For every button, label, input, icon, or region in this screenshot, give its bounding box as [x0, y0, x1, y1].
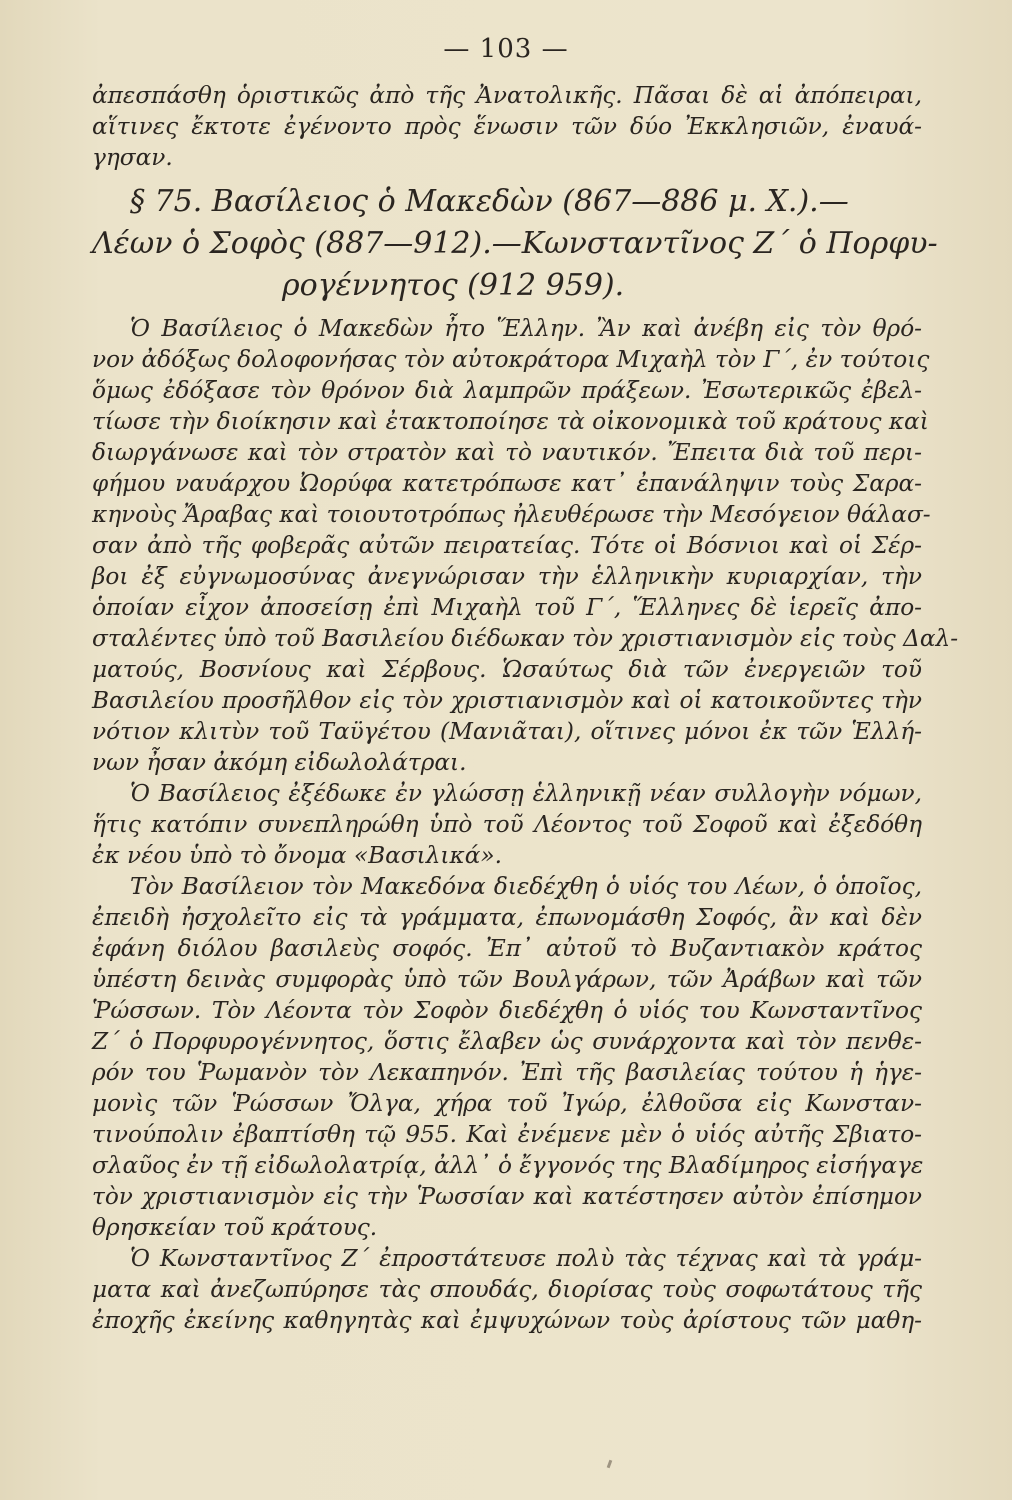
text-line: Ὁ Βασίλειος ἐξέδωκε ἐν γλώσσῃ ἑλληνικῇ νέαν συλλογὴν νόμων, — [130, 780, 922, 807]
text-line: ὁποίαν εἶχον ἀποσείσῃ ἐπὶ Μιχαὴλ τοῦ Γ΄, Ἕλληνες δὲ ἱερεῖς ἀπο- — [92, 594, 922, 621]
text-line: θρησκείαν τοῦ κράτους. — [92, 1214, 378, 1241]
text-line: ἀπεσπάσθη ὁριστικῶς ἀπὸ τῆς Ἀνατολικῆς. Πᾶσαι δὲ αἱ ἀπόπειραι, — [92, 82, 922, 109]
text-line: διωργάνωσε καὶ τὸν στρατὸν καὶ τὸ ναυτικόν. Ἔπειτα διὰ τοῦ περι- — [92, 439, 922, 466]
text-line: Ῥώσσων. Τὸν Λέοντα τὸν Σοφὸν διεδέχθη ὁ υἱός του Κωνσταντῖνος — [92, 997, 922, 1024]
text-line: ματα καὶ ἀνεζωπύρησε τὰς σπουδάς, διορίσας τοὺς σοφωτάτους τῆς — [92, 1276, 922, 1303]
paragraph-constantine — [92, 1243, 922, 1336]
text-line: σλαῦος ἐν τῇ εἰδωλολατρίᾳ, ἀλλ᾿ ὁ ἔγγονός της Βλαδίμηρος εἰσήγαγε — [92, 1152, 924, 1179]
text-line: τὸν χριστιανισμὸν εἰς τὴν Ῥωσσίαν καὶ κατέστησεν αὐτὸν ἐπίσημον — [92, 1183, 922, 1210]
text-line: ἐφάνη διόλου βασιλεὺς σοφός. Ἐπ᾿ αὐτοῦ τὸ Βυζαντιακὸν κράτος — [92, 935, 922, 962]
text-line: τίωσε τὴν διοίκησιν καὶ ἐτακτοποίησε τὰ οἰκονομικὰ τοῦ κράτους καὶ — [92, 408, 929, 435]
section-heading — [92, 181, 938, 307]
page-body — [92, 80, 959, 1336]
paragraph-basilika — [92, 778, 922, 871]
paragraph-basil — [92, 313, 959, 778]
text-line: σαν ἀπὸ τῆς φοβερᾶς αὐτῶν πειρατείας. Τότε οἱ Βόσνιοι καὶ οἱ Σέρ- — [92, 532, 922, 559]
text-line: νων ἦσαν ἀκόμη εἰδωλολάτραι. — [92, 749, 467, 776]
text-line: Τὸν Βασίλειον τὸν Μακεδόνα διεδέχθη ὁ υἱός του Λέων, ὁ ὁποῖος, — [130, 873, 922, 900]
text-line: φήμου ναυάρχου Ὠορύφα κατετρόπωσε κατ᾿ ἐπανάληψιν τοὺς Σαρα- — [92, 470, 922, 497]
text-line: Ὁ Βασίλειος ὁ Μακεδὼν ἦτο Ἕλλην. Ἂν καὶ ἀνέβη εἰς τὸν θρό- — [130, 315, 922, 342]
text-line: ὅμως ἐδόξασε τὸν θρόνον διὰ λαμπρῶν πράξεων. Ἐσωτερικῶς ἐβελ- — [92, 377, 922, 404]
ink-mark — [607, 1460, 613, 1469]
intro-paragraph — [92, 80, 922, 173]
text-line: βοι ἐξ εὐγνωμοσύνας ἀνεγνώρισαν τὴν ἑλληνικὴν κυριαρχίαν, τὴν — [92, 563, 922, 590]
text-line: κηνοὺς Ἄραβας καὶ τοιουτοτρόπως ἠλευθέρωσε τὴν Μεσόγειον θάλασ- — [92, 501, 931, 528]
text-line: Βασιλείου προσῆλθον εἰς τὸν χριστιανισμὸν καὶ οἱ κατοικοῦντες τὴν — [92, 687, 922, 714]
text-line: σταλέντες ὑπὸ τοῦ Βασιλείου διέδωκαν τὸν χριστιανισμὸν εἰς τοὺς Δαλ- — [92, 625, 959, 652]
text-line: αἵτινες ἔκτοτε ἐγένοντο πρὸς ἕνωσιν τῶν δύο Ἐκκλησιῶν, ἐναυά- — [92, 113, 922, 140]
text-line: ὑπέστη δεινὰς συμφορὰς ὑπὸ τῶν Βουλγάρων, τῶν Ἀράβων καὶ τῶν — [92, 966, 922, 993]
text-line: τινούπολιν ἐβαπτίσθη τῷ 955. Καὶ ἐνέμενε μὲν ὁ υἱός αὐτῆς Σβιατο- — [92, 1121, 922, 1148]
text-line: γησαν. — [92, 144, 173, 171]
text-line: νον ἀδόξως δολοφονήσας τὸν αὐτοκράτορα Μιχαὴλ τὸν Γ΄, ἐν τούτοις — [92, 346, 930, 373]
text-line: ρόν του Ῥωμανὸν τὸν Λεκαπηνόν. Ἐπὶ τῆς βασιλείας τούτου ἡ ἡγε- — [92, 1059, 922, 1086]
paragraph-leo — [92, 871, 922, 1243]
heading-line: Λέων ὁ Σοφὸς (887—912).—Κωνσταντῖνος Ζ΄ ὁ Πορφυ- — [92, 226, 938, 261]
text-line: μονὶς τῶν Ῥώσσων Ὄλγα, χήρα τοῦ Ἰγώρ, ἐλθοῦσα εἰς Κωνσταν- — [92, 1090, 922, 1117]
heading-line: § 75. Βασίλειος ὁ Μακεδὼν (867—886 μ. Χ.).— — [130, 184, 849, 219]
text-line: νότιον κλιτὺν τοῦ Ταϋγέτου (Μανιᾶται), οἵτινες μόνοι ἐκ τῶν Ἑλλή- — [92, 718, 922, 745]
text-line: ἐκ νέου ὑπὸ τὸ ὄνομα «Βασιλικά». — [92, 842, 502, 869]
heading-line: ρογέννητος (912 959). — [282, 268, 625, 303]
text-line: Ζ΄ ὁ Πορφυρογέννητος, ὅστις ἔλαβεν ὡς συνάρχοντα καὶ τὸν πενθε- — [92, 1028, 922, 1055]
text-line: Ὁ Κωνσταντῖνος Ζ΄ ἐπροστάτευσε πολὺ τὰς τέχνας καὶ τὰ γράμ- — [130, 1245, 922, 1272]
page-number: — 103 — — [443, 34, 569, 64]
text-line: ἐποχῆς ἐκείνης καθηγητὰς καὶ ἐμψυχώνων τοὺς ἀρίστους τῶν μαθη- — [92, 1307, 922, 1334]
text-line: ἐπειδὴ ἠσχολεῖτο εἰς τὰ γράμματα, ἐπωνομάσθη Σοφός, ἂν καὶ δὲν — [92, 904, 922, 931]
text-line: ἥτις κατόπιν συνεπληρώθη ὑπὸ τοῦ Λέοντος τοῦ Σοφοῦ καὶ ἐξεδόθη — [92, 811, 922, 838]
text-line: ματούς, Βοσνίους καὶ Σέρβους. Ὡσαύτως διὰ τῶν ἐνεργειῶν τοῦ — [92, 656, 922, 683]
